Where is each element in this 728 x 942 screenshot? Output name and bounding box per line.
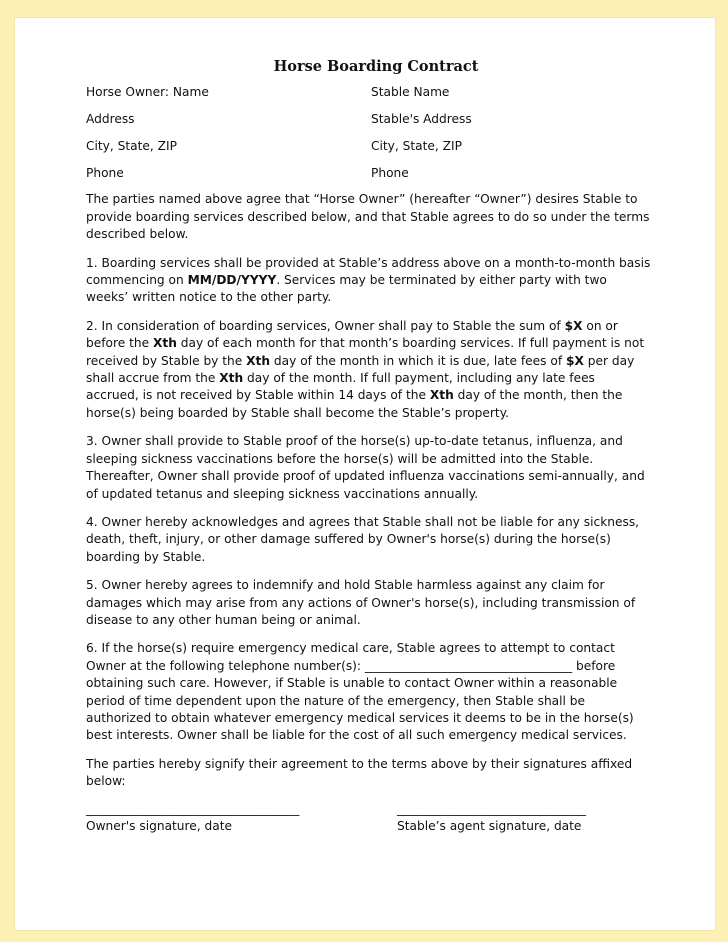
closing-statement: The parties hereby signify their agreement to the terms above by their signatures affixed below: bbox=[86, 756, 633, 789]
due-day: Xth bbox=[152, 336, 177, 351]
owner-address-field: Address bbox=[86, 112, 135, 127]
clause-1 bbox=[86, 255, 651, 307]
page-title: Horse Boarding Contract bbox=[273, 58, 479, 75]
owner-phone-field: Phone bbox=[86, 166, 124, 181]
stable-signature-line: _______________________________ bbox=[397, 801, 586, 816]
clause-2-text: day of the month, then the horse(s) being boarded by Stable shall become the Stable’s property. bbox=[86, 388, 623, 420]
late-fee-amount: $X bbox=[566, 353, 584, 368]
party-row bbox=[86, 111, 651, 138]
clause-2-text: 2. In consideration of boarding services, Owner shall pay to Stable the sum of bbox=[86, 318, 565, 333]
clause-4: 4. Owner hereby acknowledges and agrees that Stable shall not be liable for any sickness, death, theft, injury, or other damage suffered by Owner's horse(s) during the horse(s) boarding by Stable. bbox=[86, 514, 640, 564]
owner-signature bbox=[86, 801, 397, 835]
owner-signature-line: ___________________________________ bbox=[86, 801, 300, 816]
clause-1-text: . Services may be terminated by either party with two weeks’ written notice to the other party. bbox=[86, 273, 607, 305]
clause-2-text: on or before the bbox=[86, 318, 618, 351]
clause-5: 5. Owner hereby agrees to indemnify and hold Stable harmless against any claim for damages which may arise from any actions of Owner's horse(s), including transmission of disease to any other human being or animal. bbox=[86, 578, 636, 627]
stable-signature bbox=[397, 801, 586, 835]
intro-paragraph: The parties named above agree that “Horse Owner” (hereafter “Owner”) desires Stable to provide boarding services described below, and that Stable agrees to do so under the terms described below. bbox=[86, 192, 650, 242]
fee-amount: $X bbox=[564, 318, 583, 333]
contract-body bbox=[86, 58, 651, 835]
owner-city-field: City, State, ZIP bbox=[86, 139, 177, 154]
document-page bbox=[14, 17, 716, 931]
signature-block bbox=[86, 801, 651, 835]
stable-phone-field: Phone bbox=[371, 166, 409, 181]
clause-2-text: per day shall accrue from the bbox=[86, 353, 635, 386]
owner-signature-label: Owner's signature, date bbox=[86, 818, 233, 833]
clause-2-text: day of the month. If full payment, including any late fees accrued, is not received by Stable within 14 days of the bbox=[86, 371, 595, 403]
clause-2-text: day of each month for that month’s boarding services. If full payment is not received by Stable by the bbox=[86, 336, 645, 368]
clause-1-text: 1. Boarding services shall be provided at Stable’s address above on a month-to-month basis commencing on bbox=[86, 255, 651, 288]
due-day: Xth bbox=[219, 371, 244, 386]
due-day: Xth bbox=[246, 353, 271, 368]
party-row bbox=[86, 138, 651, 165]
party-row bbox=[86, 165, 651, 191]
owner-name-field: Horse Owner: Name bbox=[86, 85, 209, 100]
clause-6: 6. If the horse(s) require emergency medical care, Stable agrees to attempt to contact Owner at the following telephone number(s): __________________________________ before obtaining such care. However, if Stable is unable to contact Owner within a reasonable period of time dependent upon the nature of the emergency, then Stable shall be authorized to obtain whatever emergency medical services it deems to be in the horse(s) best interests. Owner shall be liable for the cost of all such emergency medical services. bbox=[86, 641, 634, 743]
commencement-date: MM/DD/YYYY bbox=[187, 273, 277, 288]
clause-2-text: day of the month in which it is due, late fees of bbox=[270, 353, 567, 368]
stable-signature-label: Stable’s agent signature, date bbox=[397, 818, 582, 833]
due-day: Xth bbox=[429, 388, 454, 403]
clause-2 bbox=[86, 318, 651, 422]
stable-address-field: Stable's Address bbox=[371, 112, 472, 127]
clause-3: 3. Owner shall provide to Stable proof of the horse(s) up-to-date tetanus, influenza, and sleeping sickness vaccinations before the horse(s) will be admitted into the Stable. Thereafter, Owner shall provide proof of updated influenza vaccinations semi-annually, and of updated tetanus and sleeping sickness vaccinations annually. bbox=[86, 434, 645, 501]
stable-city-field: City, State, ZIP bbox=[371, 139, 462, 154]
stable-name-field: Stable Name bbox=[371, 85, 450, 100]
party-row bbox=[86, 84, 651, 111]
